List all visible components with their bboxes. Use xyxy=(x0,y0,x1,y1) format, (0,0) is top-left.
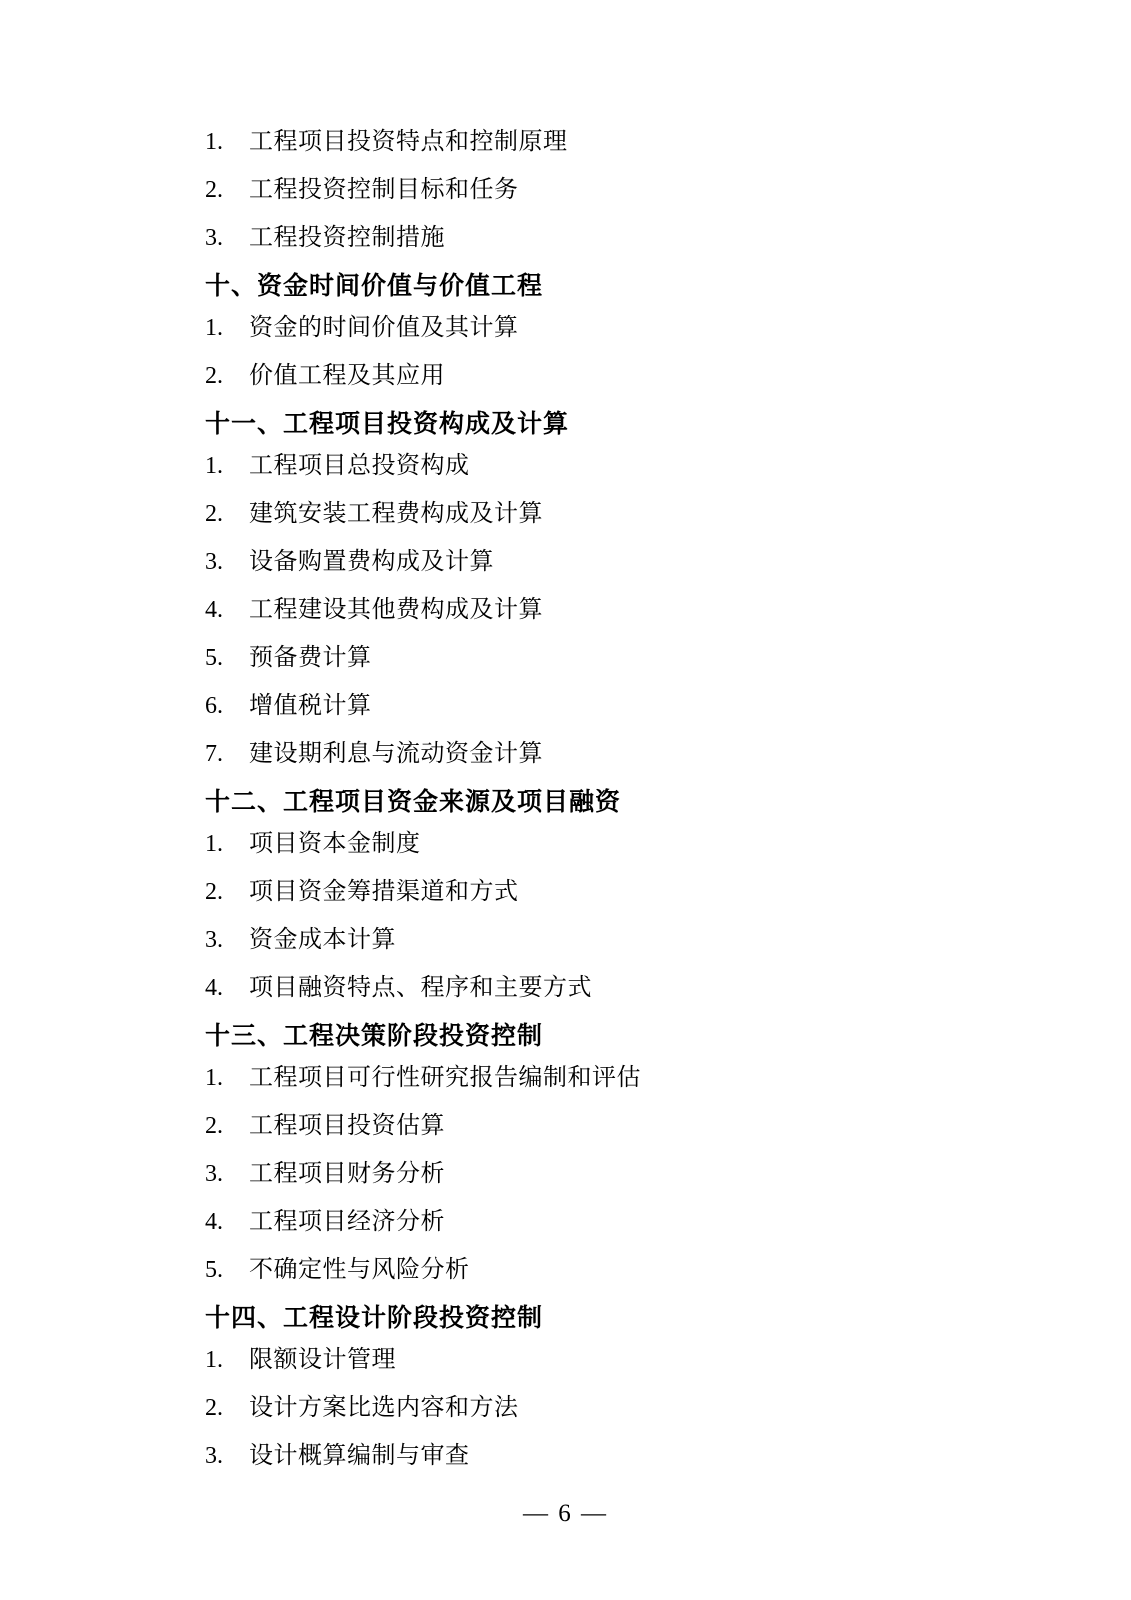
list-item-number: 4. xyxy=(205,597,223,623)
section-item-list xyxy=(205,1348,981,1468)
list-item-number: 3. xyxy=(205,1443,223,1469)
section-heading: 十二、工程项目资金来源及项目融资 xyxy=(205,789,622,816)
list-item xyxy=(205,976,981,1000)
list-item-label: 增值税计算 xyxy=(249,693,372,719)
list-item-label: 价值工程及其应用 xyxy=(249,363,445,389)
section-heading: 十一、工程项目投资构成及计算 xyxy=(205,411,570,438)
section-block xyxy=(205,130,981,250)
list-item-number: 2. xyxy=(205,501,223,527)
list-item xyxy=(205,598,981,622)
section-block xyxy=(205,412,981,766)
list-item xyxy=(205,880,981,904)
list-item-label: 工程项目总投资构成 xyxy=(249,453,470,479)
list-item-label: 工程投资控制措施 xyxy=(249,225,445,251)
list-item-number: 5. xyxy=(205,645,223,671)
list-item-label: 资金成本计算 xyxy=(249,927,396,953)
list-item xyxy=(205,1066,981,1090)
section-heading: 十、资金时间价值与价值工程 xyxy=(205,273,544,300)
section-block xyxy=(205,1306,981,1468)
list-item-number: 7. xyxy=(205,741,223,767)
list-item xyxy=(205,742,981,766)
list-item-label: 建设期利息与流动资金计算 xyxy=(249,741,543,767)
list-item-number: 1. xyxy=(205,1065,223,1091)
section-heading: 十四、工程设计阶段投资控制 xyxy=(205,1305,544,1332)
list-item xyxy=(205,1396,981,1420)
list-item-label: 建筑安装工程费构成及计算 xyxy=(249,501,543,527)
list-item-number: 1. xyxy=(205,129,223,155)
list-item-number: 3. xyxy=(205,927,223,953)
list-item-number: 2. xyxy=(205,177,223,203)
list-item-label: 工程项目投资估算 xyxy=(249,1113,445,1139)
list-item-label: 工程项目经济分析 xyxy=(249,1209,445,1235)
list-item-number: 2. xyxy=(205,879,223,905)
list-item xyxy=(205,646,981,670)
list-item xyxy=(205,1444,981,1468)
list-item-label: 项目融资特点、程序和主要方式 xyxy=(249,975,592,1001)
list-item-number: 2. xyxy=(205,1395,223,1421)
section-item-list xyxy=(205,832,981,1000)
list-item-label: 限额设计管理 xyxy=(249,1347,396,1373)
section-heading: 十三、工程决策阶段投资控制 xyxy=(205,1023,544,1050)
list-item-label: 工程投资控制目标和任务 xyxy=(249,177,519,203)
list-item-number: 4. xyxy=(205,1209,223,1235)
list-item xyxy=(205,502,981,526)
list-item xyxy=(205,694,981,718)
list-item-number: 1. xyxy=(205,453,223,479)
list-item-number: 3. xyxy=(205,549,223,575)
section-block xyxy=(205,1024,981,1282)
list-item xyxy=(205,1258,981,1282)
list-item xyxy=(205,1348,981,1372)
document-content xyxy=(205,130,981,1468)
list-item xyxy=(205,832,981,856)
list-item xyxy=(205,1114,981,1138)
list-item xyxy=(205,454,981,478)
list-item-number: 2. xyxy=(205,1113,223,1139)
list-item xyxy=(205,550,981,574)
list-item xyxy=(205,1210,981,1234)
list-item-label: 设备购置费构成及计算 xyxy=(249,549,494,575)
list-item-label: 工程项目财务分析 xyxy=(249,1161,445,1187)
list-item xyxy=(205,178,981,202)
list-item-number: 1. xyxy=(205,315,223,341)
list-item-number: 4. xyxy=(205,975,223,1001)
list-item xyxy=(205,130,981,154)
list-item-label: 工程建设其他费构成及计算 xyxy=(249,597,543,623)
list-item-number: 1. xyxy=(205,831,223,857)
section-item-list xyxy=(205,1066,981,1282)
list-item xyxy=(205,1162,981,1186)
list-item-label: 项目资金筹措渠道和方式 xyxy=(249,879,519,905)
page-number: — 6 — xyxy=(523,1500,608,1527)
list-item-label: 项目资本金制度 xyxy=(249,831,421,857)
list-item-label: 不确定性与风险分析 xyxy=(249,1257,470,1283)
list-item-label: 工程项目投资特点和控制原理 xyxy=(249,129,568,155)
list-item-number: 1. xyxy=(205,1347,223,1373)
list-item-number: 6. xyxy=(205,693,223,719)
list-item-label: 设计方案比选内容和方法 xyxy=(249,1395,519,1421)
list-item xyxy=(205,364,981,388)
section-item-list xyxy=(205,454,981,766)
list-item-label: 工程项目可行性研究报告编制和评估 xyxy=(249,1065,641,1091)
section-item-list xyxy=(205,130,981,250)
section-item-list xyxy=(205,316,981,388)
list-item-number: 5. xyxy=(205,1257,223,1283)
list-item-number: 2. xyxy=(205,363,223,389)
list-item xyxy=(205,928,981,952)
section-block xyxy=(205,790,981,1000)
list-item-number: 3. xyxy=(205,225,223,251)
list-item-label: 预备费计算 xyxy=(249,645,372,671)
list-item xyxy=(205,316,981,340)
section-block xyxy=(205,274,981,388)
list-item-number: 3. xyxy=(205,1161,223,1187)
list-item-label: 资金的时间价值及其计算 xyxy=(249,315,519,341)
list-item-label: 设计概算编制与审查 xyxy=(249,1443,470,1469)
list-item xyxy=(205,226,981,250)
